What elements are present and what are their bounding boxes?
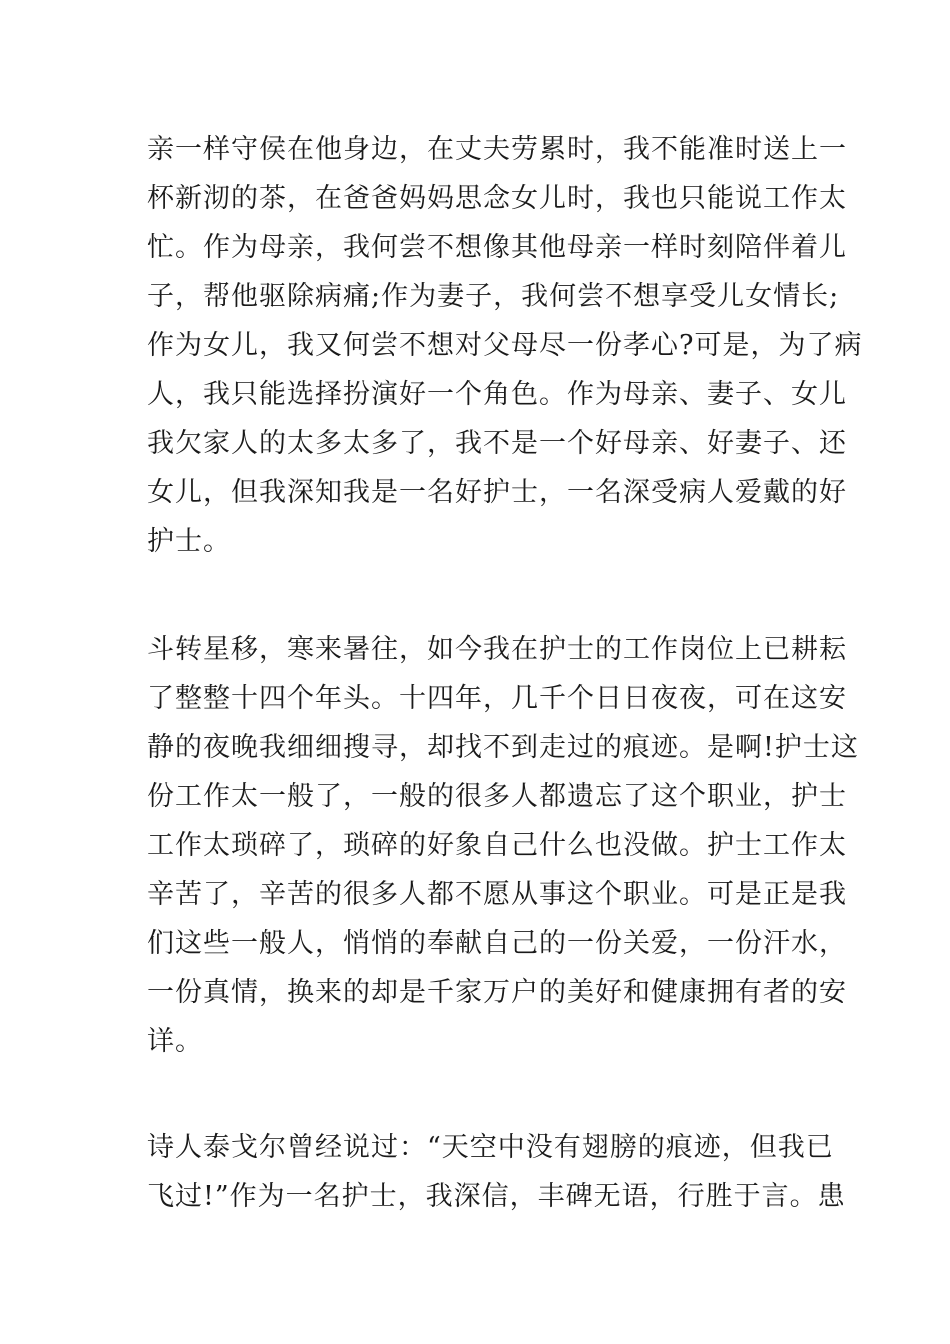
text-line: 辛苦了，辛苦的很多人都不愿从事这个职业。可是正是我 <box>147 879 847 910</box>
paragraph-2 <box>147 625 859 1066</box>
paragraph-1 <box>147 125 863 566</box>
text-line: 一份真情，换来的却是千家万户的美好和健康拥有者的安 <box>147 977 847 1008</box>
text-line: 杯新沏的茶，在爸爸妈妈思念女儿时，我也只能说工作太 <box>147 183 847 214</box>
text-line: 子，帮他驱除病痛;作为妻子，我何尝不想享受儿女情长; <box>147 281 840 312</box>
text-line: 亲一样守侯在他身边，在丈夫劳累时，我不能准时送上一 <box>147 134 847 165</box>
text-line: 人，我只能选择扮演好一个角色。作为母亲、妻子、女儿 <box>147 379 847 410</box>
text-line: 份工作太一般了，一般的很多人都遗忘了这个职业，护士 <box>147 781 847 812</box>
paragraph-3 <box>147 1123 846 1221</box>
text-line: 详。 <box>147 1026 203 1057</box>
text-line: 忙。作为母亲，我何尝不想像其他母亲一样时刻陪伴着儿 <box>147 232 847 263</box>
text-line: 护士。 <box>147 526 231 557</box>
text-line: 诗人泰戈尔曾经说过：“天空中没有翅膀的痕迹，但我已 <box>147 1132 834 1163</box>
text-line: 女儿，但我深知我是一名好护士，一名深受病人爱戴的好 <box>147 477 847 508</box>
text-line: 斗转星移，寒来暑往，如今我在护士的工作岗位上已耕耘 <box>147 634 847 665</box>
text-line: 工作太琐碎了，琐碎的好象自己什么也没做。护士工作太 <box>147 830 847 861</box>
text-line: 们这些一般人，悄悄的奉献自己的一份关爱，一份汗水， <box>147 928 847 959</box>
text-line: 了整整十四个年头。十四年，几千个日日夜夜，可在这安 <box>147 683 847 714</box>
text-line: 静的夜晚我细细搜寻，却找不到走过的痕迹。是啊!护士这 <box>147 732 859 763</box>
text-line: 我欠家人的太多太多了，我不是一个好母亲、好妻子、还 <box>147 428 847 459</box>
text-line: 作为女儿，我又何尝不想对父母尽一份孝心?可是，为了病 <box>147 330 863 361</box>
text-line: 飞过!”作为一名护士，我深信，丰碑无语，行胜于言。患 <box>147 1181 846 1212</box>
